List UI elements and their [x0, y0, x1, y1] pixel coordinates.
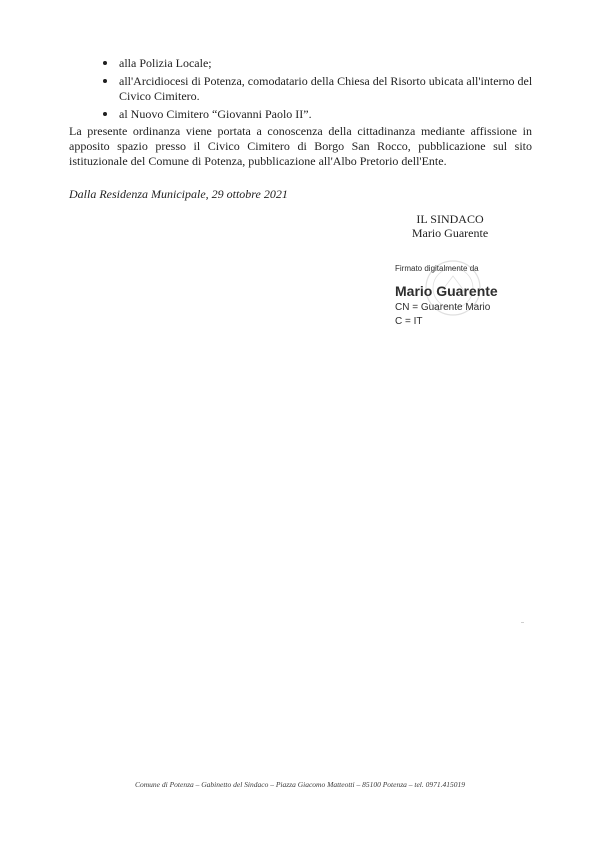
bullet-icon — [103, 79, 107, 83]
list-item — [103, 107, 543, 122]
scan-speck — [521, 622, 524, 623]
list-item-text: al Nuovo Cimitero “Giovanni Paolo II”. — [119, 107, 312, 121]
recipient-list — [103, 56, 543, 125]
signature-caption: Firmato digitalmente da — [395, 264, 479, 273]
signature-cn: CN = Guarente Mario — [395, 302, 491, 313]
list-item — [103, 74, 543, 104]
list-item-text: all'Arcidiocesi di Potenza, comodatario della Chiesa del Risorto ubicata all'interno del Civico Cimitero. — [119, 74, 533, 103]
signer-title: IL SINDACO — [416, 212, 484, 226]
publication-paragraph: La presente ordinanza viene portata a conoscenza della cittadinanza mediante affissione in apposito spazio presso il Civico Cimitero di Borgo San Rocco, pubblicazione sul sito istituzionale del Comune di Potenza, pubblicazione all'Albo Pretorio dell'Ente. — [69, 124, 532, 168]
list-item-text: alla Polizia Locale; — [119, 56, 212, 70]
digital-signature — [395, 264, 498, 327]
list-item — [103, 56, 543, 71]
place-date: Dalla Residenza Municipale, 29 ottobre 2021 — [69, 187, 288, 201]
page-footer: Comune di Potenza – Gabinetto del Sindaco – Piazza Giacomo Matteotti – 85100 Potenza – tel. 0971.415019 — [135, 780, 465, 789]
signature-country: C = IT — [395, 316, 423, 327]
bullet-icon — [103, 112, 107, 116]
signature-name: Mario Guarente — [395, 283, 498, 299]
signer-name: Mario Guarente — [411, 226, 489, 240]
bullet-icon — [103, 61, 107, 65]
signer-block — [405, 212, 495, 240]
